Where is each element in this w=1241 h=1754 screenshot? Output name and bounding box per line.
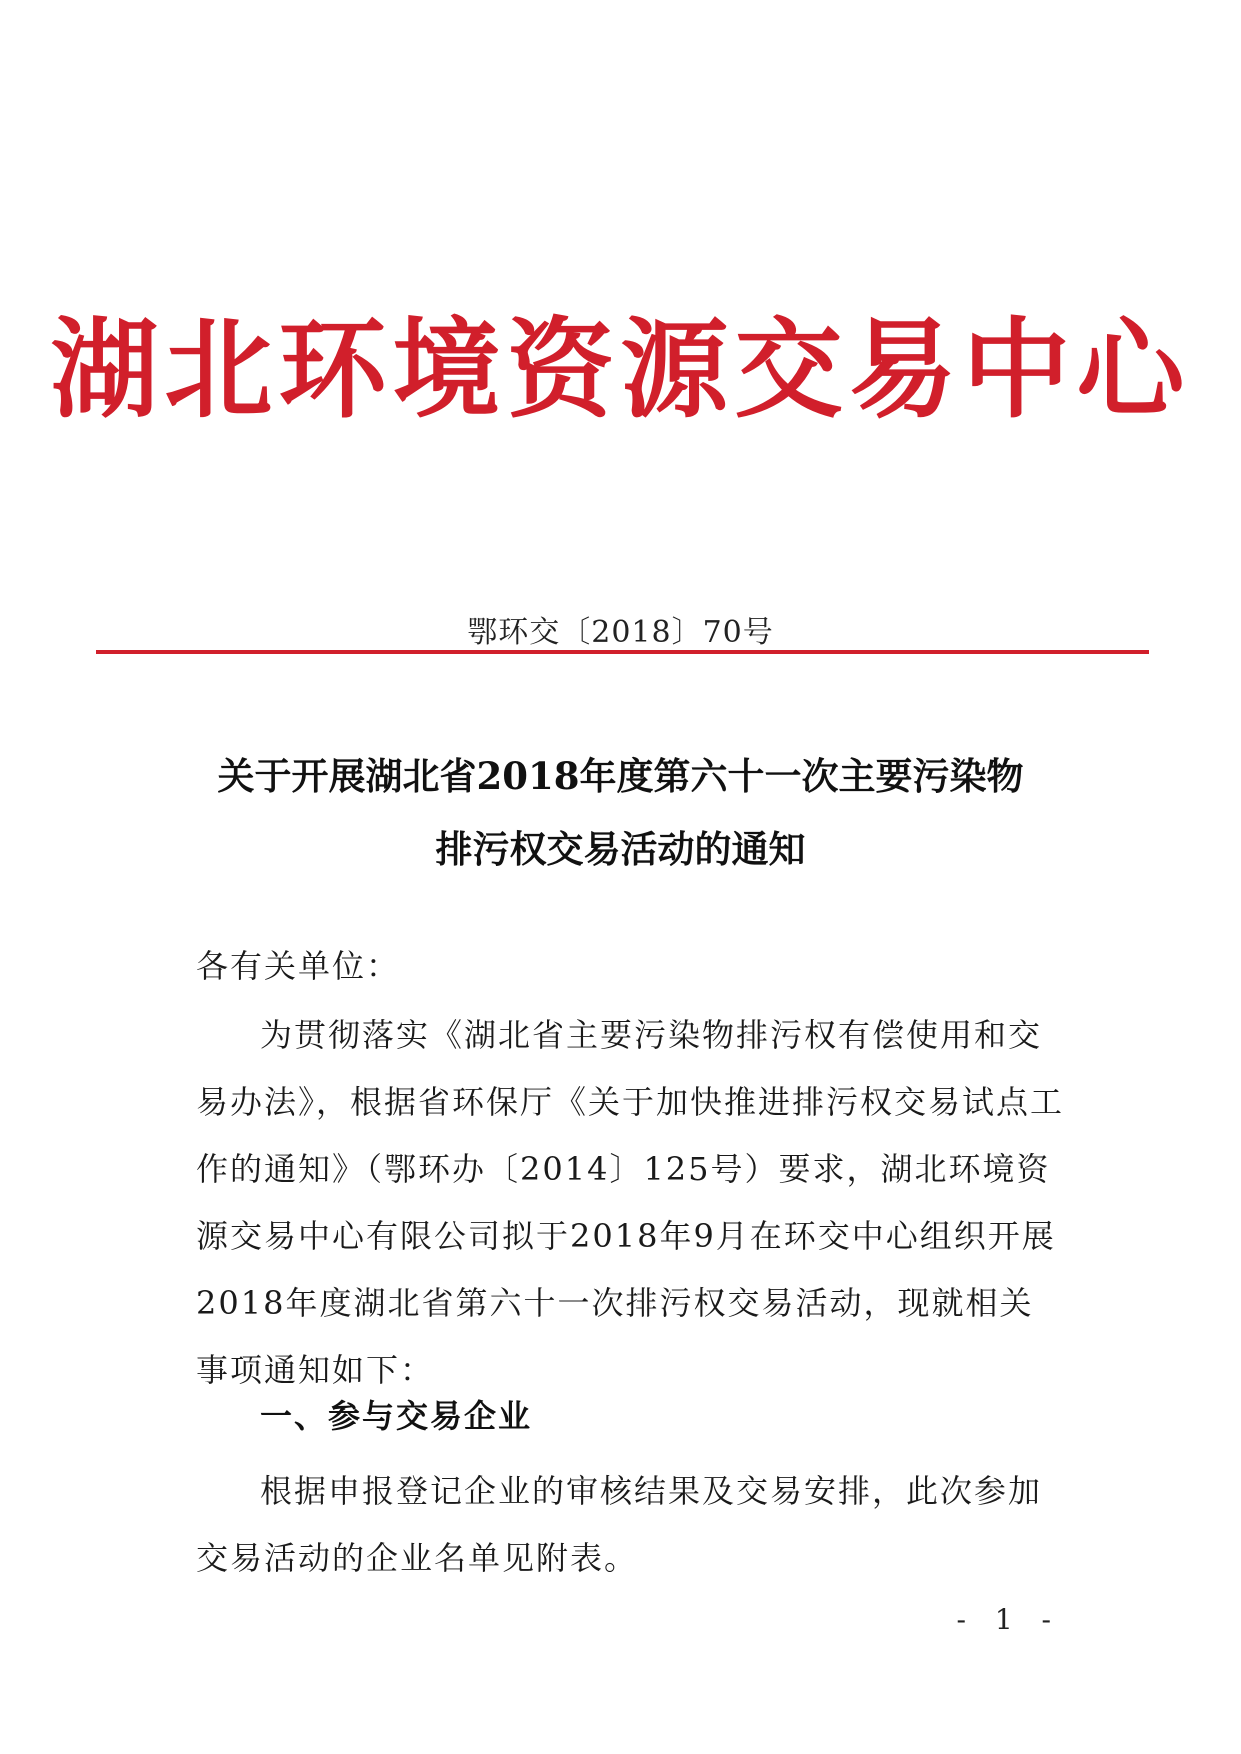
- notice-title-line-1: 关于开展湖北省2018年度第六十一次主要污染物: [217, 754, 1024, 798]
- salutation: 各有关单位：: [196, 947, 401, 985]
- notice-title: [0, 740, 1241, 886]
- red-divider: [96, 650, 1149, 654]
- masthead-title: 湖北环境资源交易中心: [50, 307, 1191, 433]
- section-1-paragraph: 根据申报登记企业的审核结果及交易安排，此次参加交易活动的企业名单见附表。: [196, 1472, 1043, 1577]
- notice-title-line-2: 排污权交易活动的通知: [435, 827, 806, 871]
- document-number: 鄂环交〔2018〕70号: [467, 615, 774, 650]
- section-1-heading: 一、参与交易企业: [260, 1397, 533, 1435]
- page-number: - 1 -: [956, 1603, 1061, 1636]
- intro-paragraph: 为贯彻落实《湖北省主要污染物排污权有偿使用和交易办法》，根据省环保厅《关于加快推进排污权交易试点工作的通知》（鄂环办〔2014〕125号）要求，湖北环境资源交易中心有限公司拟于2018年9月在环交中心组织开展2018年度湖北省第六十一次排污权交易活动，现就相关事项通知如下：: [196, 1016, 1065, 1389]
